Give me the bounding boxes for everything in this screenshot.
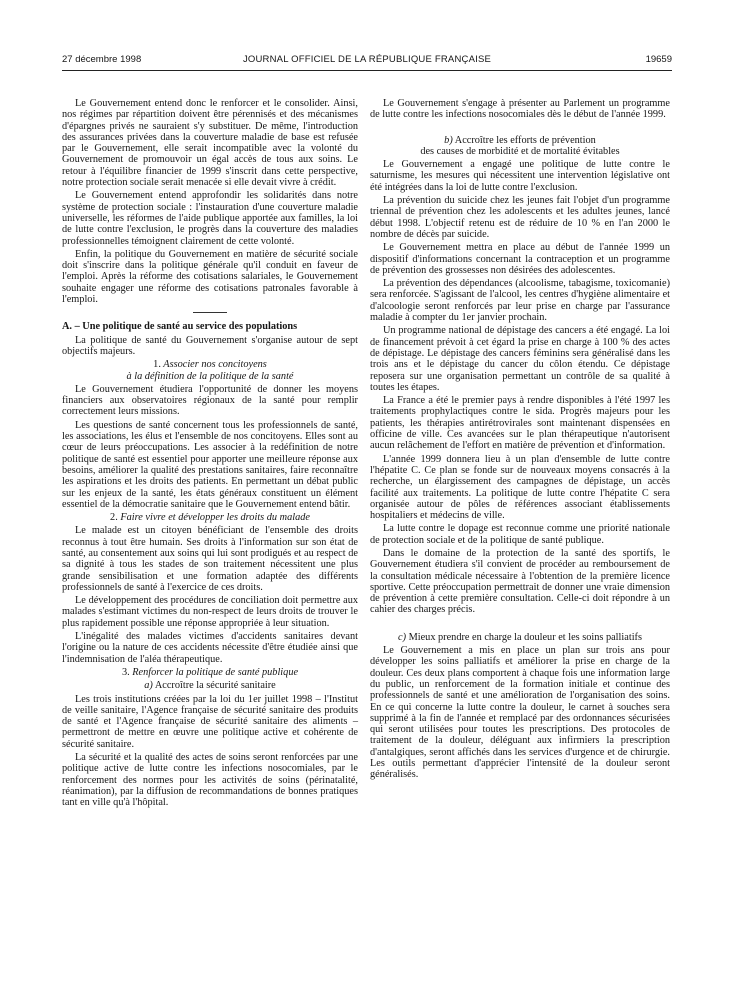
paragraph: La sécurité et la qualité des actes de soins seront renforcées par une politique active de lutte contre les infections nosocomiales, par le renforcement des normes pour les activités de soins (périnatalité, réanimation), par la diffusion de recommandations de bonnes pratiques tant en ville qu'à l'hôpital.: [62, 752, 358, 809]
paragraph: Le Gouvernement entend approfondir les solidarités dans notre système de protection sociale : l'instauration d'une couverture maladie universelle, les réformes de l'aide publique apportée aux familles, la loi de lutte contre l'exclusion, le progrès dans la couverture des maladies professionnelles témoignent clairement de cette volonté.: [62, 190, 358, 247]
paragraph: La prévention du suicide chez les jeunes fait l'objet d'un programme triennal de prévention chez les adolescents et les adultes jeunes, lancé début 1998. L'objectif retenu est de réduire de 10 % en l'an 2000 le nombre de décès par suicide.: [370, 195, 670, 240]
left-column: [62, 98, 358, 811]
subsection-title-line1: Associer nos concitoyens: [163, 359, 267, 371]
header-date: 27 décembre 1998: [62, 54, 142, 65]
paragraph: La prévention des dépendances (alcoolisme, tabagisme, toxicomanie) sera renforcée. S'agissant de l'alcool, les centres d'hygiène alimentaire et d'alcoologie seront renforcés par leur prise en charge par l'assurance maladie à compter du 1er janvier prochain.: [370, 278, 670, 324]
paragraph: Le Gouvernement entend donc le renforcer et le consolider. Ainsi, nos régimes par répartition doivent être pérennisés et des mécanismes d'épargnes privés ne sauraient s'y substituer. De même, l'introduction des assurances privées dans la couverture maladie de base est refusée par le Gouvernement, elle serait incompatible avec la volonté du Gouvernement de promouvoir un égal accès de tous aux soins. Le retour à l'équilibre financier de 1999 s'inscrit dans cette perspective, notre protection sociale serait menacée si elle devait vivre à crédit.: [62, 98, 358, 189]
paragraph: Les trois institutions créées par la loi du 1er juillet 1998 – l'Institut de veille sanitaire, l'Agence française de sécurité sanitaire des produits de santé et l'Agence française de sécurité sanitaire des aliments – permettront de mettre en œuvre une politique active et cohérente de sécurité sanitaire.: [62, 693, 358, 750]
subsection-number: 3.: [121, 666, 130, 678]
subsubsection-letter: a): [144, 680, 153, 692]
paragraph: Le Gouvernement mettra en place au début de l'année 1999 un dispositif d'informations concernant la contraception et un programme de prévention des grossesses non désirées des adolescentes.: [370, 242, 670, 276]
section-heading-a: A. – Une politique de santé au service des populations: [62, 321, 298, 333]
subsection-title: Faire vivre et développer les droits du malade: [120, 512, 310, 524]
subsection-heading-2: [62, 512, 358, 523]
right-column: [370, 98, 670, 783]
subsection-heading-3: [62, 667, 358, 678]
paragraph: Le Gouvernement étudiera l'opportunité de donner les moyens financiers aux observatoires régionaux de la santé pour remplir correctement leurs missions.: [62, 383, 358, 418]
paragraph: La France a été le premier pays à rendre disponibles à l'été 1997 les traitements prophylactiques contre le sida. Progrès majeurs pour les patients, les thérapies antirétrovirales sont maintenant dispensées en officine de ville. Ces avancées sur le plan thérapeutique n'autorisent aucun relâchement de l'effort en matière de prévention et d'information.: [370, 395, 670, 452]
paragraph: La politique de santé du Gouvernement s'organise autour de sept objectifs majeurs.: [62, 334, 358, 357]
subsection-number: 2.: [110, 512, 118, 524]
paragraph: Dans le domaine de la protection de la santé des sportifs, le Gouvernement étudiera s'il convient de procéder au remboursement de la consultation médicale nécessaire à l'obtention de la première licence sportive. Cette préoccupation permettrait de donner une vraie dimension de prévention à cette première consultation. Celle-ci doit répondre à un cahier des charges précis.: [370, 547, 670, 616]
header-page-number: 19659: [645, 54, 672, 65]
subsection-title: Renforcer la politique de santé publique: [132, 666, 299, 678]
paragraph: La lutte contre le dopage est reconnue comme une priorité nationale de protection sociale et de la politique de santé publique.: [370, 523, 670, 546]
subsubsection-title: Accroître la sécurité sanitaire: [154, 680, 276, 692]
paragraph: Le Gouvernement a mis en place un plan sur trois ans pour développer les soins palliatifs et améliorer la prise en charge de la douleur. Ces deux plans comportent à chaque fois une information large du public, un renforcement de la formation initiale et continue des professionnels de santé et une amélioration de l'organisation des soins. En ce qui concerne la lutte contre la douleur, le carnet à souches sera supprimé à la fin de l'année et remplacé par des ordonnances sécurisées qui seront utilisées pour toutes les prescriptions. Des protocoles de traitement de la douleur, déléguant aux infirmiers la prescription d'antalgiques, seront affichés dans les services d'urgence et de chirurgie. Les outils permettant d'apprécier l'intensité de la douleur seront généralisés.: [370, 645, 670, 781]
subsection-title-line2: à la définition de la politique de la santé: [126, 370, 294, 382]
subsubsection-title: Mieux prendre en charge la douleur et les soins palliatifs: [408, 631, 642, 643]
section-divider: [193, 312, 227, 313]
subsubsection-heading-b: [370, 135, 670, 158]
paragraph: Le malade est un citoyen bénéficiant de l'ensemble des droits reconnus à tout être humain. Ses droits à l'information sur son état de santé, au consentement aux soins qui lui sont prodigués et au respect de sa dignité à tous les stades de son traitement nécessitent une plus grande sensibilisation et une formation adaptée des différents professionnels de santé à l'exercice de ces droits.: [62, 525, 358, 593]
paragraph: Enfin, la politique du Gouvernement en matière de sécurité sociale doit s'inscrire dans la politique générale qu'il conduit en faveur de l'emploi. Après la réforme des cotisations salariales, le Gouvernement souhaite engager une réforme des cotisations patronales favorable à l'emploi.: [62, 248, 358, 306]
paragraph: Les questions de santé concernent tous les professionnels de santé, les associations, les élus et l'ensemble de nos concitoyens. Elles sont au cœur de leurs préoccupations. Les associer à la redéfinition de notre politique de santé est essentiel pour apporter une meilleure réponse aux besoins, améliorer la qualité des prestations sanitaires, faire reconnaître les aspirations et les droits des patients. En permettant un débat public sur les enjeux de la santé, les états généraux constituent un élément essentiel de la démocratie sanitaire que le Gouvernement entend bâtir.: [62, 419, 358, 510]
subsubsection-title-line1: Accroître les efforts de prévention: [454, 134, 596, 146]
paragraph: L'année 1999 donnera lieu à un plan d'ensemble de lutte contre l'hépatite C. Ce plan se fonde sur de nouveaux moyens consacrés à la recherche, un élargissement des campagnes de dépistage, un accès facilité aux traitements. La politique de lutte contre l'hépatite C sera organisée autour de pôles de références associant établissements hospitaliers et médecins de ville.: [370, 453, 670, 522]
subsubsection-letter: b): [444, 134, 453, 146]
page-header: [62, 54, 672, 68]
paragraph: Le développement des procédures de conciliation doit permettre aux malades s'estimant victimes du non-respect de leurs droits de trouver le plus rapidement possible une réponse appropriée à leur situation.: [62, 595, 358, 629]
paragraph: L'inégalité des malades victimes d'accidents sanitaires devant l'origine ou la nature de ces accidents nécessite d'être étudiée ainsi que l'indemnisation de l'aléa thérapeutique.: [62, 631, 358, 665]
subsubsection-letter: c): [398, 631, 406, 643]
paragraph: Le Gouvernement a engagé une politique de lutte contre le saturnisme, les mesures qui nécessitent une intervention législative ont été intégrées dans la loi de lutte contre l'exclusion.: [370, 159, 670, 193]
subsubsection-title-line2: des causes de morbidité et de mortalité évitables: [420, 145, 620, 157]
header-journal-title: JOURNAL OFFICIEL DE LA RÉPUBLIQUE FRANÇAISE: [242, 54, 492, 65]
subsubsection-heading-c: [370, 632, 670, 643]
subsection-heading-1: [62, 359, 358, 382]
subsubsection-heading-a: [62, 680, 358, 691]
header-rule: [62, 70, 672, 71]
subsection-number: 1.: [153, 359, 161, 371]
paragraph: Un programme national de dépistage des cancers a été engagé. La loi de financement prévoit à cet égard la prise en charge à 100 % des actes de dépistage. Le dépistage des cancers féminins sera généralisé dans les trois ans et le dépistage du cancer du côlon étendu. Ce dépistage reposera sur une organisation permettant un contrôle de sa qualité à toutes les étapes.: [370, 325, 670, 393]
paragraph: Le Gouvernement s'engage à présenter au Parlement un programme de lutte contre les infections nosocomiales dès le début de l'année 1999.: [370, 98, 670, 121]
